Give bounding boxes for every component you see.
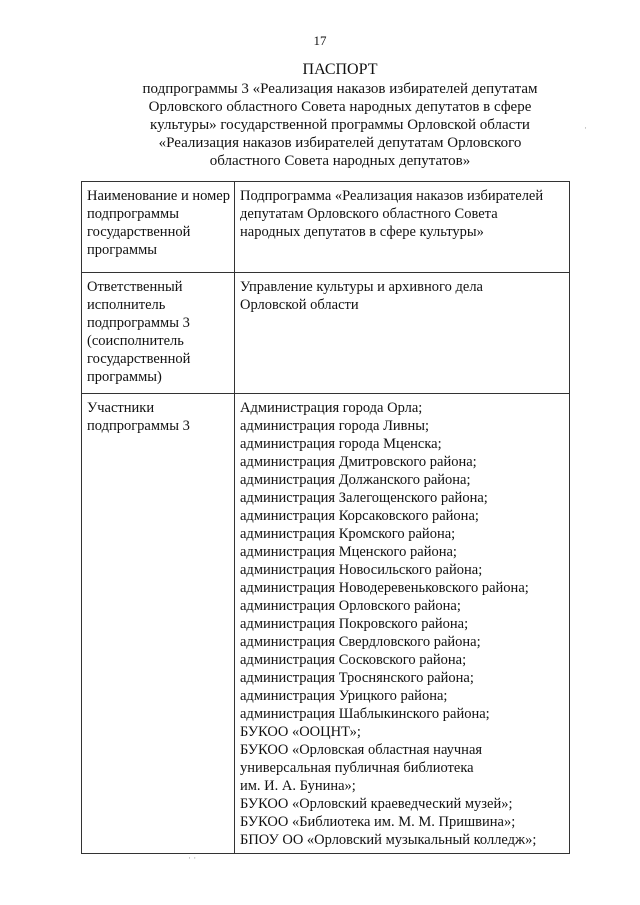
value-cell (235, 394, 570, 854)
cell-text-line: подпрограммы 3 (87, 315, 190, 331)
cell-text-line: администрация города Ливны; (240, 418, 430, 434)
passport-table (81, 181, 570, 854)
cell-text-line: Администрация города Орла; (240, 400, 423, 416)
passport-table-body (82, 182, 570, 854)
cell-text-line: администрация Новодеревеньковского района; (240, 580, 529, 596)
cell-text-line: Ответственный (87, 279, 183, 295)
margin-mark: · · (188, 853, 197, 863)
cell-text-line: БУКОО «Библиотека им. М. М. Пришвина»; (240, 814, 516, 830)
cell-text-line: БУКОО «Орловский краеведческий музей»; (240, 796, 513, 812)
table-row (82, 182, 570, 273)
cell-text-line: администрация Новосильского района; (240, 562, 483, 578)
cell-text-line: программы) (87, 369, 162, 385)
cell-text-line: Подпрограмма «Реализация наказов избирателей (240, 188, 544, 204)
cell-text-line: администрация Залегощенского района; (240, 490, 488, 506)
cell-text-line: администрация города Мценска; (240, 436, 442, 452)
cell-text-line: Управление культуры и архивного дела (240, 279, 483, 295)
document-heading (100, 60, 580, 170)
label-cell (82, 394, 235, 854)
table-row (82, 394, 570, 854)
cell-text-line: БУКОО «ООЦНТ»; (240, 724, 361, 740)
cell-text-line: администрация Шаблыкинского района; (240, 706, 490, 722)
cell-text-line: администрация Троснянского района; (240, 670, 474, 686)
cell-text-line: государственной (87, 351, 191, 367)
cell-text-line: администрация Орловского района; (240, 598, 461, 614)
cell-text-line: программы (87, 242, 157, 258)
value-cell (235, 273, 570, 394)
heading-line: культуры» государственной программы Орловской области (150, 117, 530, 133)
cell-text-line: подпрограммы (87, 206, 179, 222)
margin-mark: · (584, 123, 587, 133)
cell-text-line: универсальная публичная библиотека (240, 760, 474, 776)
table-row (82, 273, 570, 394)
value-cell (235, 182, 570, 273)
cell-text-line: государственной (87, 224, 191, 240)
cell-text-line: БУКОО «Орловская областная научная (240, 742, 483, 758)
cell-text-line: администрация Должанского района; (240, 472, 471, 488)
heading-line: Орловского областного Совета народных депутатов в сфере (148, 99, 532, 115)
cell-text-line: (соисполнитель (87, 333, 184, 349)
cell-text-line: администрация Свердловского района; (240, 634, 481, 650)
cell-text-line: администрация Кромского района; (240, 526, 456, 542)
cell-text-line: исполнитель (87, 297, 166, 313)
cell-text-line: им. И. А. Бунина»; (240, 778, 356, 794)
cell-text-line: администрация Урицкого района; (240, 688, 448, 704)
cell-text-line: Орловской области (240, 297, 359, 313)
heading-line: областного Совета народных депутатов» (209, 153, 471, 169)
cell-text-line: народных депутатов в сфере культуры» (240, 224, 484, 240)
cell-text-line: администрация Покровского района; (240, 616, 469, 632)
heading-title: ПАСПОРТ (302, 61, 378, 78)
cell-text-line: Наименование и номер (87, 188, 230, 204)
cell-text-line: администрация Сосковского района; (240, 652, 467, 668)
cell-text-line: подпрограммы 3 (87, 418, 190, 434)
label-cell (82, 182, 235, 273)
page-number: 17 (313, 33, 327, 48)
label-cell (82, 273, 235, 394)
cell-text-line: депутатам Орловского областного Совета (240, 206, 498, 222)
cell-text-line: администрация Мценского района; (240, 544, 457, 560)
heading-line: подпрограммы 3 «Реализация наказов избирателей депутатам (142, 81, 538, 97)
cell-text-line: Участники (87, 400, 155, 416)
cell-text-line: администрация Корсаковского района; (240, 508, 479, 524)
heading-line: «Реализация наказов избирателей депутатам Орловского (158, 135, 522, 151)
cell-text-line: БПОУ ОО «Орловский музыкальный колледж»; (240, 832, 537, 848)
cell-text-line: администрация Дмитровского района; (240, 454, 477, 470)
